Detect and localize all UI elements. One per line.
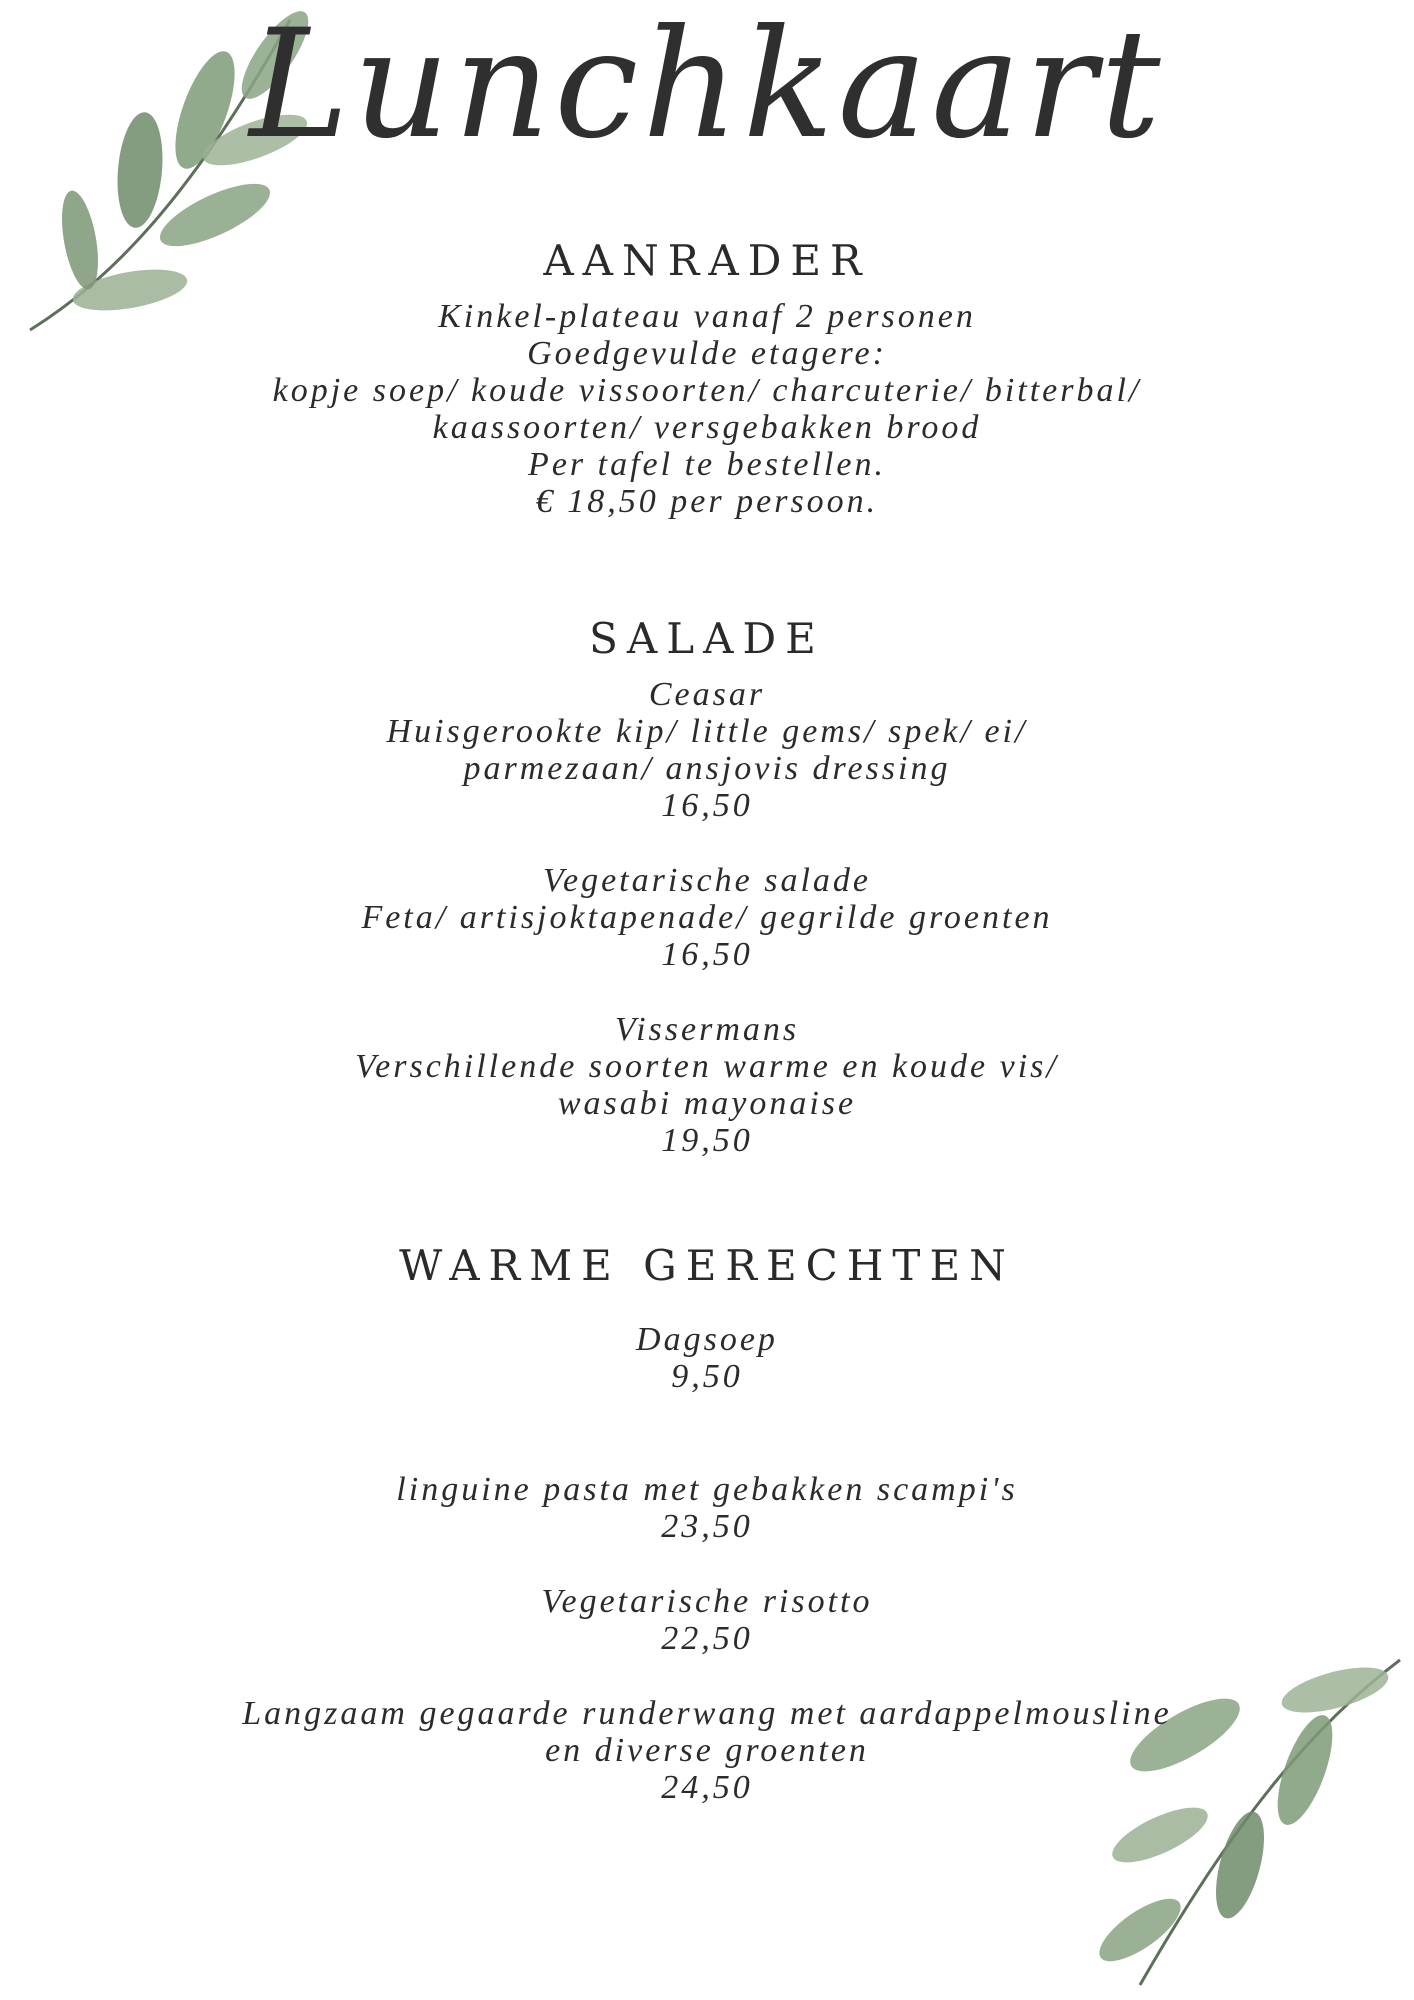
dish-price: 23,50	[661, 1508, 753, 1545]
section-heading-salade: SALADE	[589, 614, 825, 663]
dish-name-line2: en diverse groenten	[545, 1732, 869, 1769]
dish-name: Vegetarische salade	[543, 862, 871, 899]
dish-description: Huisgerookte kip/ little gems/ spek/ ei/	[386, 713, 1028, 750]
dish-name: Dagsoep	[636, 1321, 778, 1358]
dish-name: linguine pasta met gebakken scampi's	[396, 1471, 1018, 1508]
text-line: € 18,50 per persoon.	[535, 483, 879, 520]
dish-name: Vissermans	[614, 1011, 800, 1048]
menu-item-vegetarische-salade	[0, 862, 1414, 973]
page-title: Lunchkaart	[249, 0, 1165, 172]
dish-price: 16,50	[661, 936, 753, 973]
dish-name: Langzaam gegaarde runderwang met aardappelmousline	[242, 1695, 1172, 1732]
text-line: kopje soep/ koude vissoorten/ charcuterie/ bitterbal/	[272, 372, 1142, 409]
menu-item-vegetarische-risotto	[0, 1583, 1414, 1657]
dish-description: Verschillende soorten warme en koude vis/	[355, 1048, 1059, 1085]
text-line: Per tafel te bestellen.	[528, 446, 886, 483]
dish-description: Feta/ artisjoktapenade/ gegrilde groenten	[361, 899, 1053, 936]
section-heading-warme-gerechten: WARME GERECHTEN	[399, 1241, 1015, 1290]
dish-price: 19,50	[661, 1122, 753, 1159]
dish-name: Ceasar	[648, 676, 766, 713]
dish-name: Vegetarische risotto	[541, 1583, 873, 1620]
text-line: kaassoorten/ versgebakken brood	[432, 409, 982, 446]
aanrader-text	[0, 298, 1414, 520]
menu-item-vissermans	[0, 1011, 1414, 1159]
leaf-branch-icon	[1090, 1640, 1410, 1995]
dish-price: 9,50	[671, 1358, 743, 1395]
menu-item-runderwang	[0, 1695, 1414, 1806]
text-line: Kinkel-plateau vanaf 2 personen	[438, 298, 976, 335]
text-line: Goedgevulde etagere:	[527, 335, 887, 372]
section-heading-aanrader: AANRADER	[543, 236, 871, 285]
menu-item-ceasar	[0, 676, 1414, 824]
menu-item-dagsoep	[0, 1321, 1414, 1395]
menu-item-linguine	[0, 1471, 1414, 1545]
dish-description: parmezaan/ ansjovis dressing	[463, 750, 951, 787]
dish-price: 16,50	[661, 787, 753, 824]
dish-price: 24,50	[661, 1769, 753, 1806]
dish-price: 22,50	[661, 1620, 753, 1657]
dish-description: wasabi mayonaise	[557, 1085, 857, 1122]
